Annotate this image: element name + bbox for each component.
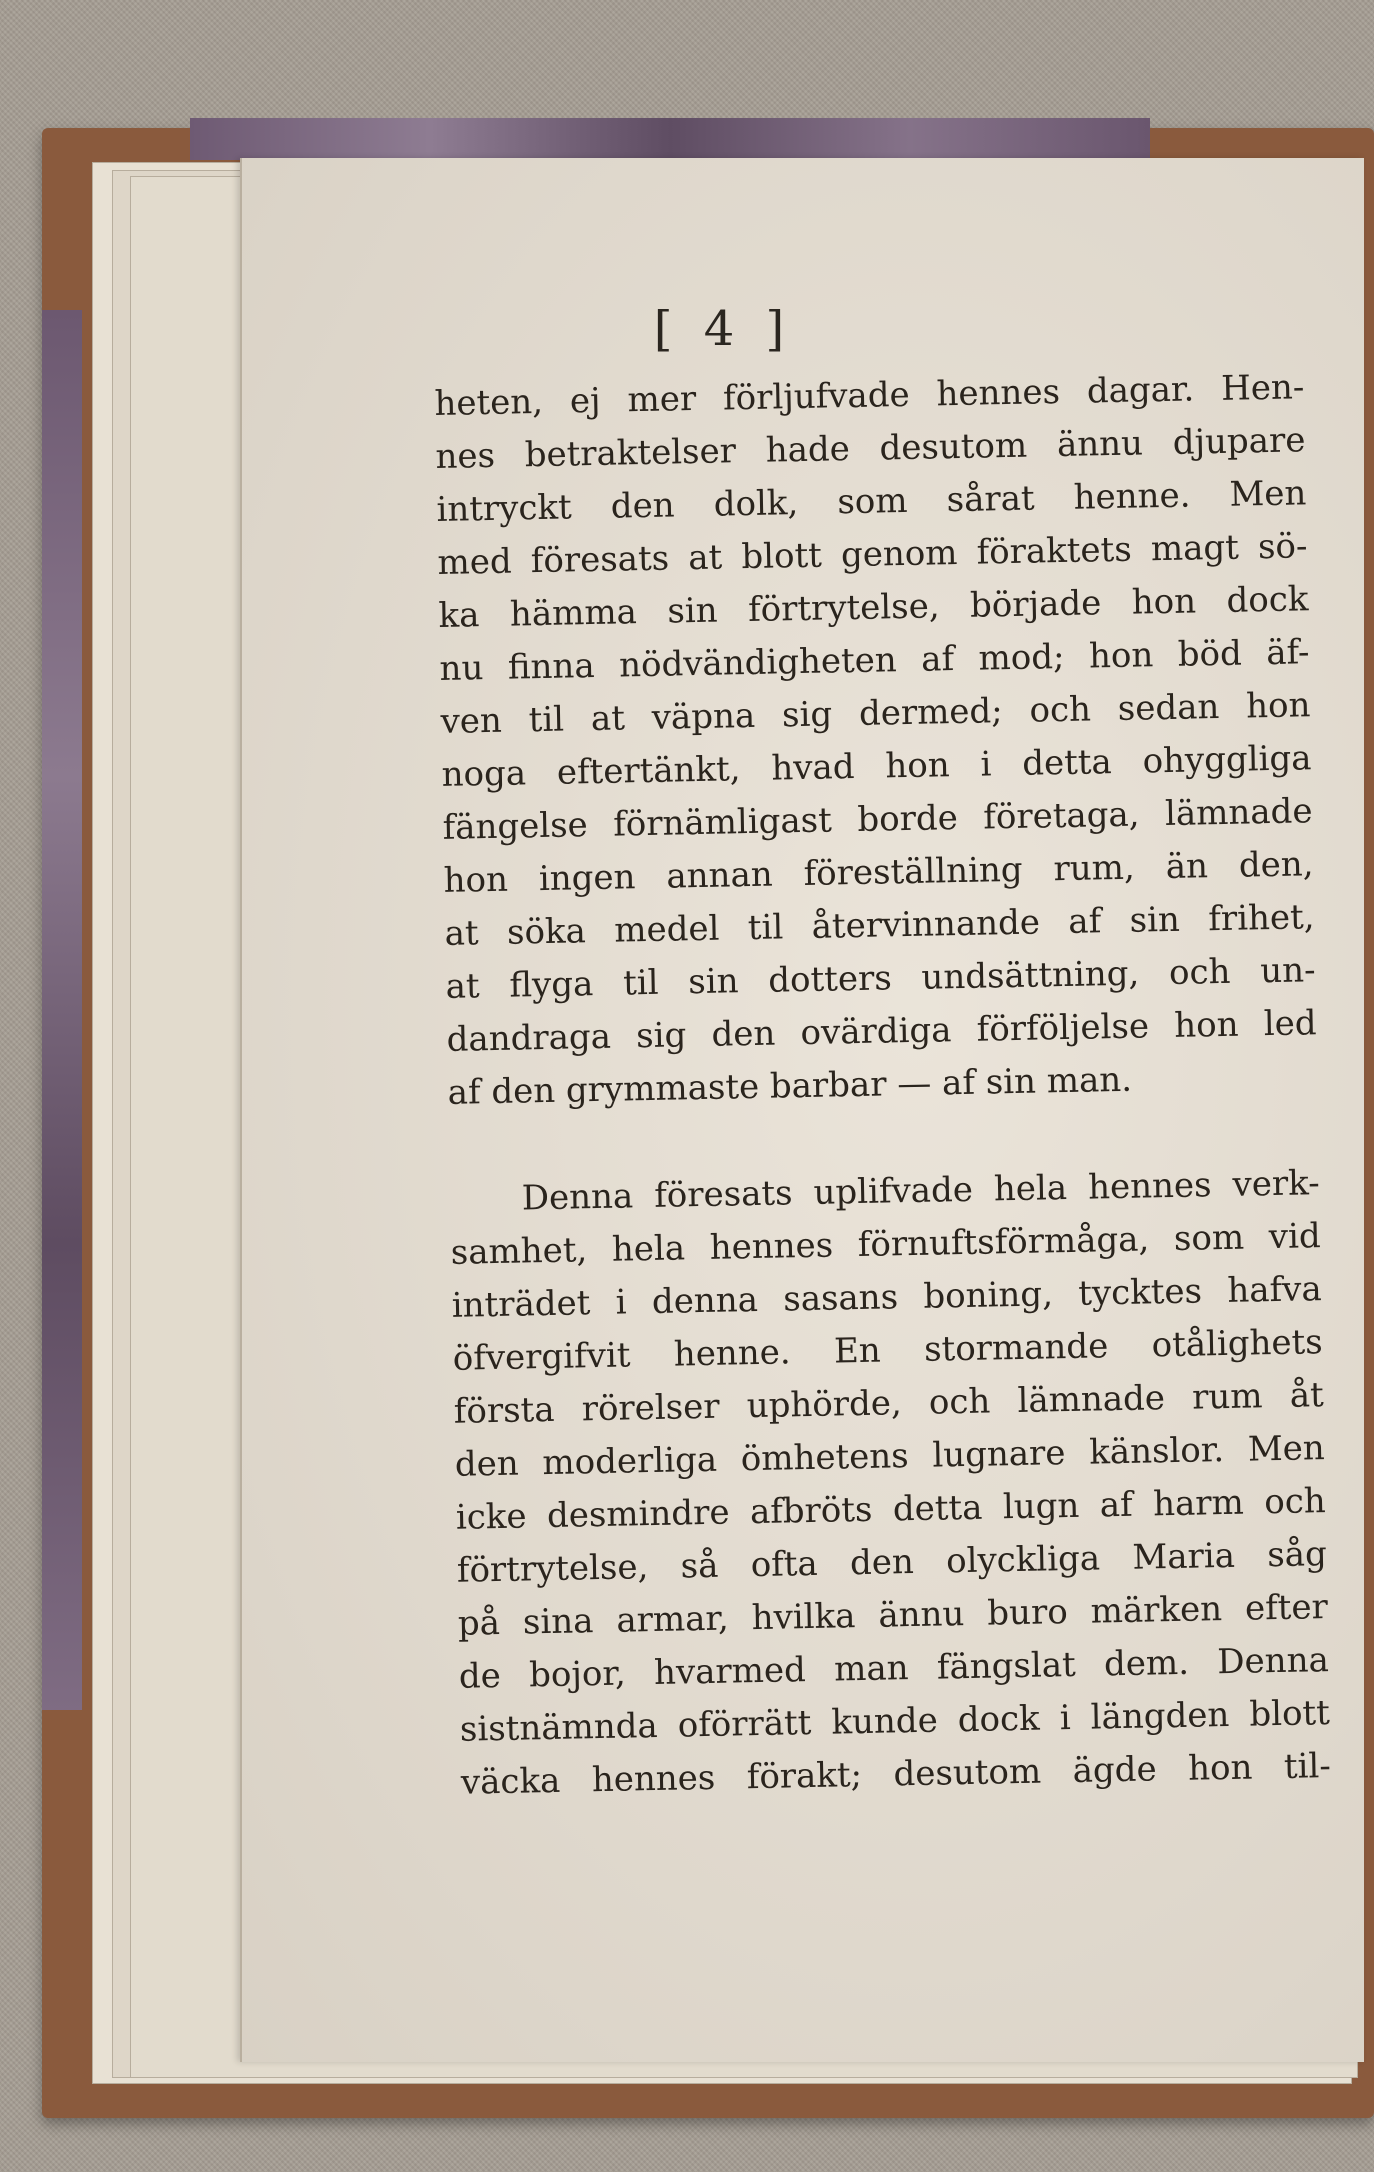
text-line: på sina armar, hvilka ännu buro märken efter [457, 1587, 1329, 1644]
text-line: med föresats at blott genom föraktets magt sö- [437, 526, 1308, 583]
marbled-cover-left [42, 310, 82, 1710]
page-text [434, 361, 1331, 1809]
text-line: at söka medel til återvinnande af sin frihet, [444, 897, 1315, 954]
text-line: inträdet i denna sasans boning, tycktes hafva [451, 1269, 1323, 1326]
page-number: [ 4 ] [653, 301, 793, 357]
paragraph [434, 361, 1318, 1120]
text-line: intryckt den dolk, som sårat henne. Men [436, 473, 1307, 530]
text-line: dandraga sig den ovärdiga förföljelse hon led [446, 1003, 1317, 1060]
text-line: sistnämnda oförrätt kunde dock i längden blott [459, 1693, 1331, 1750]
text-line: at flyga til sin dotters undsättning, och un- [445, 950, 1316, 1007]
text-line: den moderliga ömhetens lugnare känslor. Men [454, 1428, 1326, 1485]
text-line: heten, ej mer förljufvade hennes dagar. Hen- [434, 367, 1305, 424]
text-line: de bojor, hvarmed man fängslat dem. Denna [458, 1640, 1330, 1697]
text-line: första rörelser uphörde, och lämnade rum åt [453, 1375, 1325, 1432]
text-line: af den grymmaste barbar — af sin man. [447, 1059, 1133, 1113]
text-line: ven til at väpna sig dermed; och sedan hon [440, 685, 1311, 742]
text-line: nes betraktelser hade desutom ännu djupare [435, 420, 1306, 477]
text-line: väcka hennes förakt; desutom ägde hon til- [460, 1746, 1332, 1803]
text-line: nu finna nödvändigheten af mod; hon böd äf- [439, 632, 1310, 689]
marbled-cover-top [190, 118, 1150, 160]
text-line: hon ingen annan föreställning rum, än den, [443, 844, 1314, 901]
text-line: samhet, hela hennes förnuftsförmåga, som vid [450, 1216, 1322, 1273]
book-page [240, 158, 1364, 2062]
paragraph [449, 1157, 1331, 1810]
text-line: ka hämma sin förtrytelse, började hon dock [438, 579, 1309, 636]
text-line: icke desmindre afbröts detta lugn af harm och [455, 1481, 1327, 1538]
text-line: fängelse förnämligast borde företaga, lämnade [442, 791, 1313, 848]
text-line: öfvergifvit henne. En stormande otålighets [452, 1322, 1324, 1379]
text-line: förtrytelse, så ofta den olyckliga Maria såg [456, 1534, 1328, 1591]
text-line: Denna föresats uplifvade hela hennes verk- [521, 1163, 1321, 1219]
text-line: noga eftertänkt, hvad hon i detta ohyggliga [441, 738, 1312, 795]
